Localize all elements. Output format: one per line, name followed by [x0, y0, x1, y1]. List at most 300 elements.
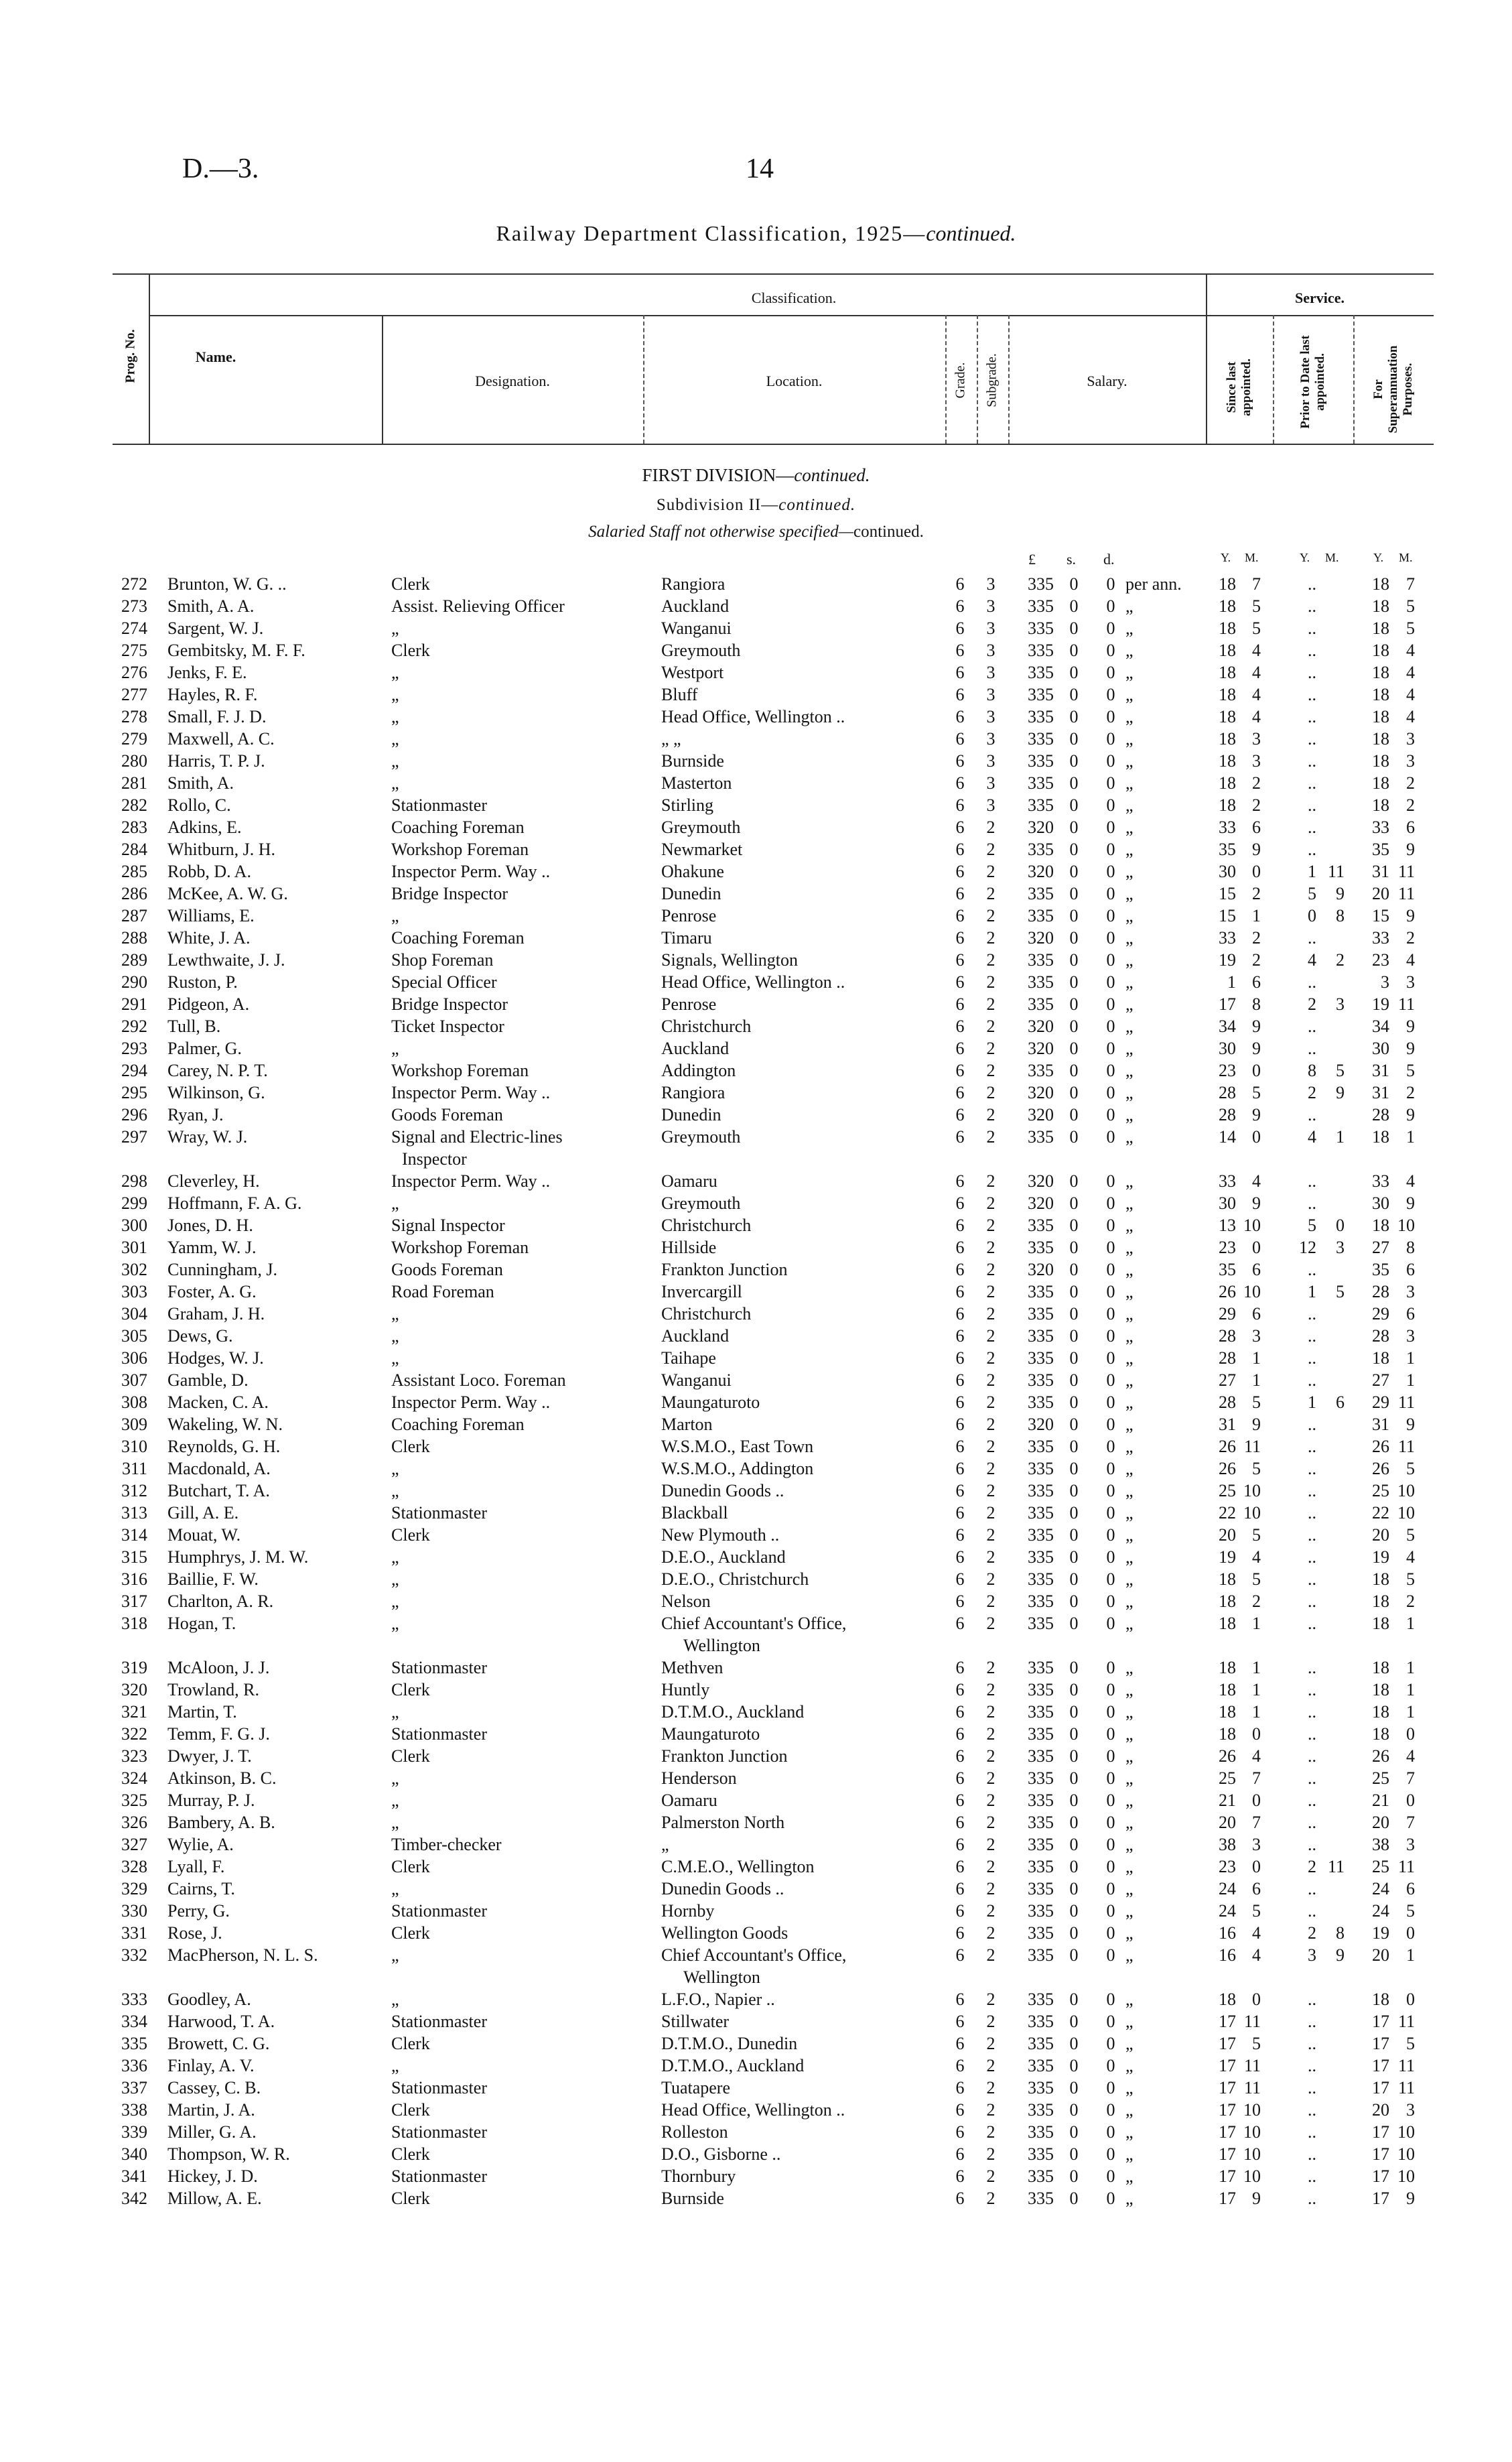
subgrade: 2 [986, 2166, 995, 2186]
salary-pence: 0 [1106, 685, 1115, 704]
location: D.E.O., Christchurch [661, 1569, 809, 1589]
prior-years: 2 [1308, 1857, 1316, 1876]
subgrade: 2 [986, 1768, 995, 1788]
salary-pounds: 335 [1028, 1569, 1054, 1589]
grade: 6 [955, 1680, 965, 1699]
prior-years: .. [1308, 1990, 1316, 2009]
salary-period: „ [1125, 751, 1133, 771]
since-months: 2 [1252, 884, 1261, 903]
salary-period: „ [1125, 773, 1133, 793]
subgrade: 2 [986, 1437, 995, 1456]
prog-no: 272 [121, 574, 147, 594]
employee-name: Wakeling, W. N. [167, 1415, 283, 1434]
super-months: 9 [1406, 1415, 1415, 1434]
super-years: 19 [1372, 1923, 1389, 1943]
super-months: 4 [1406, 1171, 1415, 1191]
since-months: 4 [1252, 1746, 1261, 1766]
salary-period: „ [1125, 1326, 1133, 1346]
prog-no: 324 [121, 1768, 147, 1788]
salary-pence: 0 [1106, 2100, 1115, 2120]
subgrade: 3 [986, 773, 995, 793]
super-months: 9 [1406, 1039, 1415, 1058]
salary-pounds: 320 [1028, 1105, 1054, 1124]
subgrade: 2 [986, 1348, 995, 1368]
location: Auckland [661, 596, 730, 616]
super-years: 31 [1372, 1415, 1389, 1434]
since-years: 17 [1219, 2078, 1236, 2097]
prog-no: 340 [121, 2144, 147, 2164]
prog-no: 307 [121, 1370, 147, 1390]
designation: „ [391, 663, 399, 682]
since-months: 3 [1252, 1835, 1261, 1854]
since-years: 15 [1219, 884, 1236, 903]
salary-pence: 0 [1106, 1592, 1115, 1611]
super-years: 17 [1372, 2034, 1389, 2053]
grade: 6 [955, 1171, 965, 1191]
unit-years-super: Y. [1373, 551, 1384, 564]
salary-pence: 0 [1106, 2034, 1115, 2053]
super-months: 1 [1406, 1658, 1415, 1677]
super-months: 11 [1397, 1857, 1415, 1876]
location: Palmerston North [661, 1813, 785, 1832]
employee-name: Miller, G. A. [167, 2122, 257, 2142]
salary-pounds: 335 [1028, 1392, 1054, 1412]
location: Masterton [661, 773, 732, 793]
grade: 6 [955, 1592, 965, 1611]
since-months: 5 [1252, 2034, 1261, 2053]
salary-pence: 0 [1106, 2166, 1115, 2186]
super-months: 5 [1406, 1525, 1415, 1545]
designation: „ [391, 906, 399, 925]
since-years: 18 [1219, 1658, 1236, 1677]
prior-months: 1 [1336, 1127, 1345, 1147]
grade: 6 [955, 663, 965, 682]
salary-shillings: 0 [1069, 1193, 1079, 1213]
super-years: 18 [1372, 685, 1389, 704]
since-years: 34 [1219, 1017, 1236, 1036]
designation: „ [391, 751, 399, 771]
location: Oamaru [661, 1171, 717, 1191]
prior-months: 5 [1336, 1061, 1345, 1080]
prior-years: .. [1308, 2189, 1316, 2208]
designation: „ [391, 1348, 399, 1368]
location: Chief Accountant's Office, [661, 1945, 847, 1965]
designation: Stationmaster [391, 795, 487, 815]
since-months: 11 [1243, 1437, 1261, 1456]
since-years: 18 [1219, 1592, 1236, 1611]
grade: 6 [955, 1348, 965, 1368]
location: „ „ [661, 729, 681, 749]
since-months: 4 [1252, 663, 1261, 682]
since-months: 9 [1252, 2189, 1261, 2208]
designation-continued: Inspector [402, 1149, 467, 1169]
employee-name: Jenks, F. E. [167, 663, 247, 682]
grade: 6 [955, 707, 965, 726]
salary-period: „ [1125, 1282, 1133, 1301]
salary-shillings: 0 [1069, 1813, 1079, 1832]
subgrade: 2 [986, 1592, 995, 1611]
super-years: 26 [1372, 1459, 1389, 1478]
location: Signals, Wellington [661, 950, 798, 970]
salary-pence: 0 [1106, 928, 1115, 948]
prog-no: 342 [121, 2189, 147, 2208]
super-months: 5 [1406, 619, 1415, 638]
super-years: 27 [1372, 1370, 1389, 1390]
header-location: Location. [766, 373, 823, 389]
grade: 6 [955, 685, 965, 704]
location: Auckland [661, 1039, 730, 1058]
since-months: 5 [1252, 619, 1261, 638]
super-years: 17 [1372, 2166, 1389, 2186]
designation: „ [391, 685, 399, 704]
location: Penrose [661, 994, 717, 1014]
salary-period: „ [1125, 2144, 1133, 2164]
grade: 6 [955, 1039, 965, 1058]
prior-years: 0 [1308, 906, 1316, 925]
since-months: 1 [1252, 1370, 1261, 1390]
salary-pence: 0 [1106, 862, 1115, 881]
prior-years: .. [1308, 1658, 1316, 1677]
salary-pounds: 335 [1028, 884, 1054, 903]
section-staff-cont: continued. [853, 523, 924, 541]
prog-no: 311 [121, 1459, 147, 1478]
salary-shillings: 0 [1069, 685, 1079, 704]
prog-no: 297 [121, 1127, 147, 1147]
super-months: 0 [1406, 1724, 1415, 1744]
salary-period: „ [1125, 1547, 1133, 1567]
prog-no: 321 [121, 1702, 147, 1722]
salary-shillings: 0 [1069, 2078, 1079, 2097]
prior-years: .. [1308, 1813, 1316, 1832]
super-years: 18 [1372, 1127, 1389, 1147]
designation: Clerk [391, 1923, 430, 1943]
super-months: 5 [1406, 2034, 1415, 2053]
prog-no: 331 [121, 1923, 147, 1943]
super-months: 9 [1406, 1105, 1415, 1124]
salary-shillings: 0 [1069, 1105, 1079, 1124]
subgrade: 2 [986, 1171, 995, 1191]
grade: 6 [955, 950, 965, 970]
prior-years: .. [1308, 2056, 1316, 2075]
salary-pounds: 335 [1028, 773, 1054, 793]
prior-years: .. [1308, 2166, 1316, 2186]
salary-pounds: 335 [1028, 1791, 1054, 1810]
employee-name: Gamble, D. [167, 1370, 249, 1390]
grade: 6 [955, 906, 965, 925]
since-months: 6 [1252, 1304, 1261, 1323]
super-months: 2 [1406, 928, 1415, 948]
grade: 6 [955, 1260, 965, 1279]
super-years: 18 [1372, 1680, 1389, 1699]
prog-no: 293 [121, 1039, 147, 1058]
location: Rangiora [661, 1083, 726, 1102]
location: D.T.M.O., Auckland [661, 2056, 805, 2075]
salary-shillings: 0 [1069, 1702, 1079, 1722]
unit-months-since: M. [1245, 551, 1259, 564]
designation: Special Officer [391, 972, 497, 992]
salary-period: „ [1125, 950, 1133, 970]
employee-name: Harris, T. P. J. [167, 751, 265, 771]
salary-pence: 0 [1106, 1017, 1115, 1036]
prog-no: 294 [121, 1061, 147, 1080]
since-years: 17 [1219, 2012, 1236, 2031]
location: Invercargill [661, 1282, 742, 1301]
super-months: 10 [1397, 1216, 1415, 1235]
since-months: 4 [1252, 1547, 1261, 1567]
employee-name: Thompson, W. R. [167, 2144, 290, 2164]
grade: 6 [955, 2056, 965, 2075]
location: Taihape [661, 1348, 716, 1368]
since-months: 6 [1252, 1260, 1261, 1279]
salary-shillings: 0 [1069, 1348, 1079, 1368]
prog-no: 273 [121, 596, 147, 616]
salary-pence: 0 [1106, 1923, 1115, 1943]
employee-name: Brunton, W. G. .. [167, 574, 287, 594]
since-years: 30 [1219, 862, 1236, 881]
grade: 6 [955, 2034, 965, 2053]
prior-years: 1 [1308, 1392, 1316, 1412]
since-months: 11 [1243, 2056, 1261, 2075]
prior-years: .. [1308, 795, 1316, 815]
salary-pounds: 335 [1028, 707, 1054, 726]
since-years: 18 [1219, 729, 1236, 749]
subgrade: 3 [986, 795, 995, 815]
designation: „ [391, 2056, 399, 2075]
salary-period: „ [1125, 1768, 1133, 1788]
grade: 6 [955, 1193, 965, 1213]
grade: 6 [955, 1282, 965, 1301]
prior-months: 9 [1336, 1083, 1345, 1102]
salary-pence: 0 [1106, 1392, 1115, 1412]
section-division-cont: continued. [794, 465, 870, 485]
super-years: 18 [1372, 707, 1389, 726]
prog-no: 310 [121, 1437, 147, 1456]
super-months: 11 [1397, 994, 1415, 1014]
since-months: 10 [1243, 1282, 1261, 1301]
prior-years: .. [1308, 1680, 1316, 1699]
since-years: 27 [1219, 1370, 1236, 1390]
employee-name: Ruston, P. [167, 972, 238, 992]
super-months: 1 [1406, 1702, 1415, 1722]
salary-pence: 0 [1106, 795, 1115, 815]
salary-period: „ [1125, 1017, 1133, 1036]
grade: 6 [955, 1835, 965, 1854]
location: Christchurch [661, 1216, 752, 1235]
prog-no: 335 [121, 2034, 147, 2053]
subgrade: 2 [986, 1990, 995, 2009]
salary-period: „ [1125, 1392, 1133, 1412]
super-years: 22 [1372, 1503, 1389, 1522]
employee-name: White, J. A. [167, 928, 251, 948]
super-years: 33 [1372, 818, 1389, 837]
super-months: 4 [1406, 685, 1415, 704]
salary-pence: 0 [1106, 950, 1115, 970]
salary-shillings: 0 [1069, 795, 1079, 815]
salary-pounds: 320 [1028, 1039, 1054, 1058]
salary-pounds: 335 [1028, 1547, 1054, 1567]
prior-years: 1 [1308, 1282, 1316, 1301]
prior-years: .. [1308, 663, 1316, 682]
prior-months: 3 [1336, 994, 1345, 1014]
grade: 6 [955, 1216, 965, 1235]
salary-period: „ [1125, 1702, 1133, 1722]
super-years: 26 [1372, 1437, 1389, 1456]
super-years: 18 [1372, 1614, 1389, 1633]
prog-no: 285 [121, 862, 147, 881]
salary-pence: 0 [1106, 1680, 1115, 1699]
location: Greymouth [661, 818, 741, 837]
section-subdivision-cont: continued. [778, 496, 856, 514]
salary-period: „ [1125, 906, 1133, 925]
prior-years: 12 [1299, 1238, 1316, 1257]
since-months: 10 [1243, 2166, 1261, 2186]
prior-years: .. [1308, 840, 1316, 859]
salary-pounds: 335 [1028, 2189, 1054, 2208]
salary-pence: 0 [1106, 818, 1115, 837]
super-years: 29 [1372, 1304, 1389, 1323]
designation: Stationmaster [391, 2012, 487, 2031]
salary-period: „ [1125, 1216, 1133, 1235]
salary-period: „ [1125, 884, 1133, 903]
super-months: 11 [1397, 1437, 1415, 1456]
super-months: 1 [1406, 1945, 1415, 1965]
super-months: 6 [1406, 818, 1415, 837]
salary-shillings: 0 [1069, 729, 1079, 749]
subgrade: 2 [986, 1857, 995, 1876]
designation: Stationmaster [391, 1503, 487, 1522]
location: Oamaru [661, 1791, 717, 1810]
prior-years: 2 [1308, 1083, 1316, 1102]
designation: Goods Foreman [391, 1260, 503, 1279]
since-years: 17 [1219, 2100, 1236, 2120]
grade: 6 [955, 2166, 965, 2186]
subgrade: 3 [986, 663, 995, 682]
super-years: 29 [1372, 1392, 1389, 1412]
super-months: 10 [1397, 2144, 1415, 2164]
subgrade: 3 [986, 685, 995, 704]
employee-name: Atkinson, B. C. [167, 1768, 277, 1788]
since-years: 33 [1219, 1171, 1236, 1191]
prog-no: 292 [121, 1017, 147, 1036]
super-years: 18 [1372, 663, 1389, 682]
subgrade: 2 [986, 2034, 995, 2053]
location: Maungaturoto [661, 1724, 760, 1744]
prog-no: 317 [121, 1592, 147, 1611]
super-years: 18 [1372, 795, 1389, 815]
designation: Inspector Perm. Way .. [391, 862, 551, 881]
super-years: 18 [1372, 596, 1389, 616]
since-years: 18 [1219, 596, 1236, 616]
since-years: 17 [1219, 2189, 1236, 2208]
salary-shillings: 0 [1069, 641, 1079, 660]
since-years: 28 [1219, 1105, 1236, 1124]
designation: Workshop Foreman [391, 840, 529, 859]
salary-period: „ [1125, 619, 1133, 638]
subgrade: 2 [986, 1503, 995, 1522]
salary-pounds: 335 [1028, 574, 1054, 594]
designation: Stationmaster [391, 1658, 487, 1677]
since-months: 0 [1252, 1238, 1261, 1257]
unit-pound: £ [1028, 551, 1036, 568]
salary-pence: 0 [1106, 1813, 1115, 1832]
super-years: 15 [1372, 906, 1389, 925]
location: Head Office, Wellington .. [661, 707, 845, 726]
salary-pounds: 335 [1028, 795, 1054, 815]
super-years: 23 [1372, 950, 1389, 970]
employee-name: Trowland, R. [167, 1680, 260, 1699]
employee-name: Hogan, T. [167, 1614, 236, 1633]
super-months: 11 [1397, 2012, 1415, 2031]
salary-period: „ [1125, 1370, 1133, 1390]
salary-pence: 0 [1106, 1835, 1115, 1854]
salary-pounds: 335 [1028, 1990, 1054, 2009]
location: Greymouth [661, 1127, 741, 1147]
salary-pounds: 335 [1028, 1304, 1054, 1323]
designation: „ [391, 1547, 399, 1567]
prog-no: 326 [121, 1813, 147, 1832]
salary-pence: 0 [1106, 1127, 1115, 1147]
location: Stillwater [661, 2012, 730, 2031]
since-months: 2 [1252, 928, 1261, 948]
designation: Goods Foreman [391, 1105, 503, 1124]
salary-pounds: 335 [1028, 1879, 1054, 1898]
designation: „ [391, 619, 399, 638]
header-since-last: Since last appointed. [1225, 358, 1253, 417]
salary-shillings: 0 [1069, 1990, 1079, 2009]
since-years: 18 [1219, 663, 1236, 682]
grade: 6 [955, 862, 965, 881]
employee-name: Palmer, G. [167, 1039, 242, 1058]
super-months: 6 [1406, 1879, 1415, 1898]
super-years: 17 [1372, 2078, 1389, 2097]
super-years: 18 [1372, 1990, 1389, 2009]
location: D.E.O., Auckland [661, 1547, 786, 1567]
salary-period: „ [1125, 1813, 1133, 1832]
salary-pounds: 335 [1028, 1238, 1054, 1257]
location: Nelson [661, 1592, 711, 1611]
since-years: 18 [1219, 574, 1236, 594]
grade: 6 [955, 1901, 965, 1921]
designation: „ [391, 1304, 399, 1323]
prior-years: 3 [1308, 1945, 1316, 1965]
designation: Clerk [391, 1437, 430, 1456]
subgrade: 2 [986, 1547, 995, 1567]
subgrade: 2 [986, 1039, 995, 1058]
since-years: 31 [1219, 1415, 1236, 1434]
prog-no: 325 [121, 1791, 147, 1810]
since-months: 2 [1252, 1592, 1261, 1611]
location: Penrose [661, 906, 717, 925]
grade: 6 [955, 2012, 965, 2031]
salary-pounds: 335 [1028, 685, 1054, 704]
salary-period: „ [1125, 1835, 1133, 1854]
grade: 6 [955, 1437, 965, 1456]
prior-months: 8 [1336, 906, 1345, 925]
since-months: 2 [1252, 773, 1261, 793]
since-months: 4 [1252, 707, 1261, 726]
since-months: 1 [1252, 1702, 1261, 1722]
salary-pence: 0 [1106, 884, 1115, 903]
page-title-continued: continued. [926, 221, 1016, 245]
grade: 6 [955, 1083, 965, 1102]
salary-pence: 0 [1106, 906, 1115, 925]
employee-name: Martin, J. A. [167, 2100, 255, 2120]
since-months: 10 [1243, 2122, 1261, 2142]
location: Thornbury [661, 2166, 736, 2186]
employee-name: Goodley, A. [167, 1990, 251, 2009]
unit-years-since: Y. [1221, 551, 1231, 564]
salary-period: „ [1125, 1415, 1133, 1434]
